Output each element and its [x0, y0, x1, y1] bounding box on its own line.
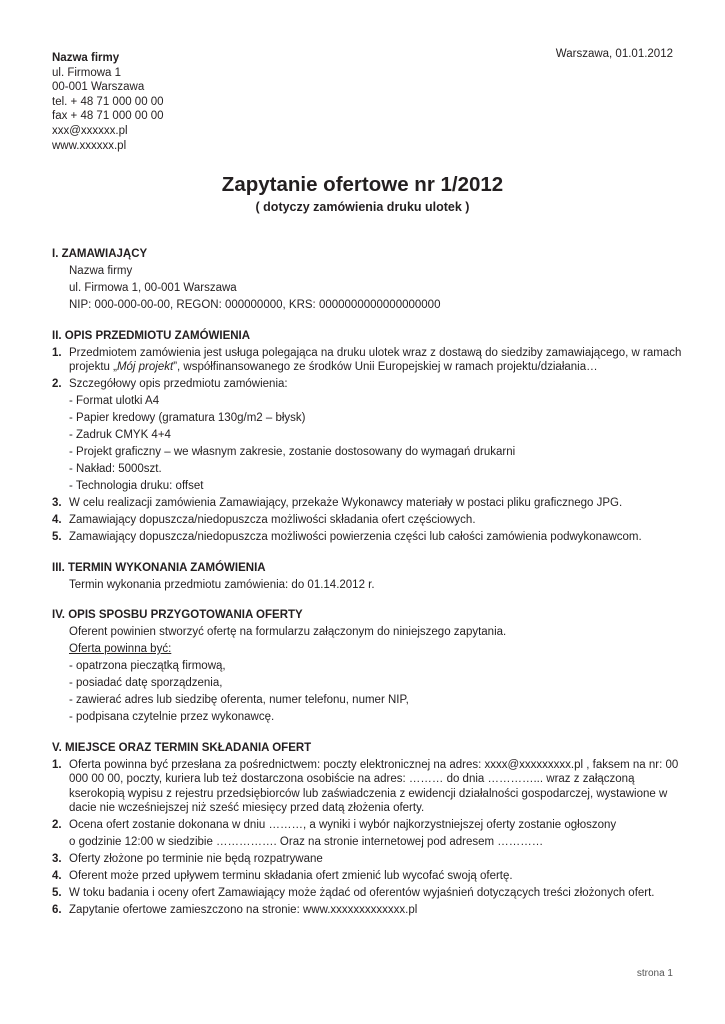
section-heading: I. ZAMAWIAJĄCY [52, 248, 148, 260]
paragraph: Oferent powinien stworzyć ofertę na formularzu załączonym do niniejszego zapytania. [69, 626, 507, 639]
item-text: Oferta powinna być przesłana za pośrednictwem: poczty elektronicznej na adres: xxxx@xxxxxxxxx.pl , faksem na nr: 00 000 00 00, poczty, kuriera lub też dostarczona osobiście na adres: ……… do dnia …………... wraz z załączoną kserokopią wypisu z rejestru przedsiębiorców lub zaświadczenia z ewidencji działalności gospodarczej, wystawione w dacie nie wcześniejszej niż sześć miesięcy przed datą złożenia oferty. [69, 758, 679, 815]
email: xxx@xxxxxx.pl [52, 124, 128, 137]
paragraph: Nazwa firmy [69, 264, 133, 277]
underlined-text: Oferta powinna być: [69, 643, 172, 656]
item-text: Szczegółowy opis przedmiotu zamówienia: [69, 378, 288, 391]
item-number: 6. [52, 904, 62, 917]
list-item [52, 818, 682, 833]
section-offer-preparation [52, 608, 682, 725]
item-number: 4. [52, 513, 62, 526]
list-item [52, 903, 682, 918]
list-item [52, 869, 682, 884]
phone: tel. + 48 71 000 00 00 [52, 95, 164, 108]
item-text: Zamawiający dopuszcza/niedopuszcza możliwości powierzenia części lub całości zamówienia podwykonawcom. [69, 530, 642, 543]
place-date: Warszawa, 01.01.2012 [555, 48, 673, 60]
item-number: 1. [52, 346, 62, 359]
list-item [52, 886, 682, 901]
document-title: Zapytanie ofertowe nr 1/2012 [221, 173, 504, 196]
spec-line: - Format ulotki A4 [69, 395, 160, 408]
paragraph: NIP: 000-000-00-00, REGON: 000000000, KRS: 0000000000000000000 [69, 298, 441, 311]
spec-line: - Projekt graficzny – we własnym zakresie, zostanie dostosowany do wymagań drukarni [69, 446, 516, 459]
section-heading: V. MIEJSCE ORAZ TERMIN SKŁADANIA OFERT [52, 741, 312, 754]
section-heading: IV. OPIS SPOSBU PRZYGOTOWANIA OFERTY [52, 609, 303, 622]
section-heading: III. TERMIN WYKONANIA ZAMÓWIENIA [52, 561, 266, 574]
bullet-line: - zawierać adres lub siedzibę oferenta, numer telefonu, numer NIP, [69, 694, 409, 707]
document-subtitle: ( dotyczy zamówienia druku ulotek ) [255, 200, 470, 214]
paragraph: ul. Firmowa 1, 00-001 Warszawa [69, 281, 237, 294]
list-item [52, 513, 682, 528]
item-text: Oferent może przed upływem terminu składania ofert zmienić lub wycofać swoją ofertę. [69, 870, 513, 883]
item-number: 1. [52, 758, 62, 771]
list-item [52, 377, 682, 392]
item-text: W celu realizacji zamówienia Zamawiający, przekaże Wykonawcy materiały w postaci pliku graficznego JPG. [69, 497, 623, 509]
bullet-line: - posiadać datę sporządzenia, [69, 677, 223, 690]
section-submission [52, 741, 682, 918]
paragraph: Termin wykonania przedmiotu zamówienia: do 01.14.2012 r. [69, 578, 375, 591]
address-line: ul. Firmowa 1 [52, 66, 122, 79]
item-text: W toku badania i oceny ofert Zamawiający może żądać od oferentów wyjaśnień dotyczących treści złożonych ofert. [69, 887, 655, 900]
item-number: 2. [52, 378, 62, 391]
list-item [52, 496, 682, 511]
item-number: 5. [52, 887, 62, 900]
item-number: 2. [52, 819, 62, 832]
section-ordering-party [52, 247, 682, 313]
list-item [52, 530, 682, 545]
fax: fax + 48 71 000 00 00 [52, 110, 164, 123]
item-text: Zapytanie ofertowe zamieszczono na stronie: www.xxxxxxxxxxxxx.pl [69, 904, 418, 917]
website: www.xxxxxx.pl [52, 139, 127, 152]
section-heading: II. OPIS PRZEDMIOTU ZAMÓWIENIA [52, 329, 251, 342]
spec-line: - Nakład: 5000szt. [69, 463, 162, 476]
item-text: Przedmiotem zamówienia jest usługa polegająca na druku ulotek wraz z dostawą do siedziby zamawiającego, w ramach projektu „Mój projekt”, współfinansowanego ze środków Unii Europejskiej w ramach projektu/działania… [69, 346, 682, 374]
page-number: strona 1 [636, 968, 673, 979]
item-number: 5. [52, 530, 62, 543]
sender-block [52, 51, 164, 153]
spec-line: - Technologia druku: offset [69, 480, 204, 493]
item-number: 4. [52, 870, 62, 883]
spec-line: - Papier kredowy (gramatura 130g/m2 – błysk) [69, 412, 306, 425]
section-completion-date [52, 561, 682, 593]
list-item [52, 758, 682, 816]
item-text: Zamawiający dopuszcza/niedopuszcza możliwości składania ofert częściowych. [69, 513, 476, 526]
bullet-line: - podpisana czytelnie przez wykonawcę. [69, 711, 275, 724]
list-item [52, 346, 682, 375]
item-number: 3. [52, 853, 62, 866]
postal-city: 00-001 Warszawa [52, 81, 145, 94]
spec-line: - Zadruk CMYK 4+4 [69, 429, 171, 442]
item-number: 3. [52, 497, 62, 509]
bullet-line: - opatrzona pieczątką firmową, [69, 660, 226, 673]
section-order-description [52, 329, 682, 545]
paragraph [52, 642, 682, 657]
list-item [52, 852, 682, 867]
paragraph: o godzinie 12:00 w siedzibie ……………. Oraz na stronie internetowej pod adresem ………… [69, 836, 544, 849]
item-text: Ocena ofert zostanie dokonana w dniu ………, a wyniki i wybór najkorzystniejszej oferty zostanie ogłoszony [69, 819, 617, 832]
document-body [52, 247, 682, 934]
item-text: Oferty złożone po terminie nie będą rozpatrywane [69, 853, 323, 866]
company-name: Nazwa firmy [52, 52, 120, 64]
